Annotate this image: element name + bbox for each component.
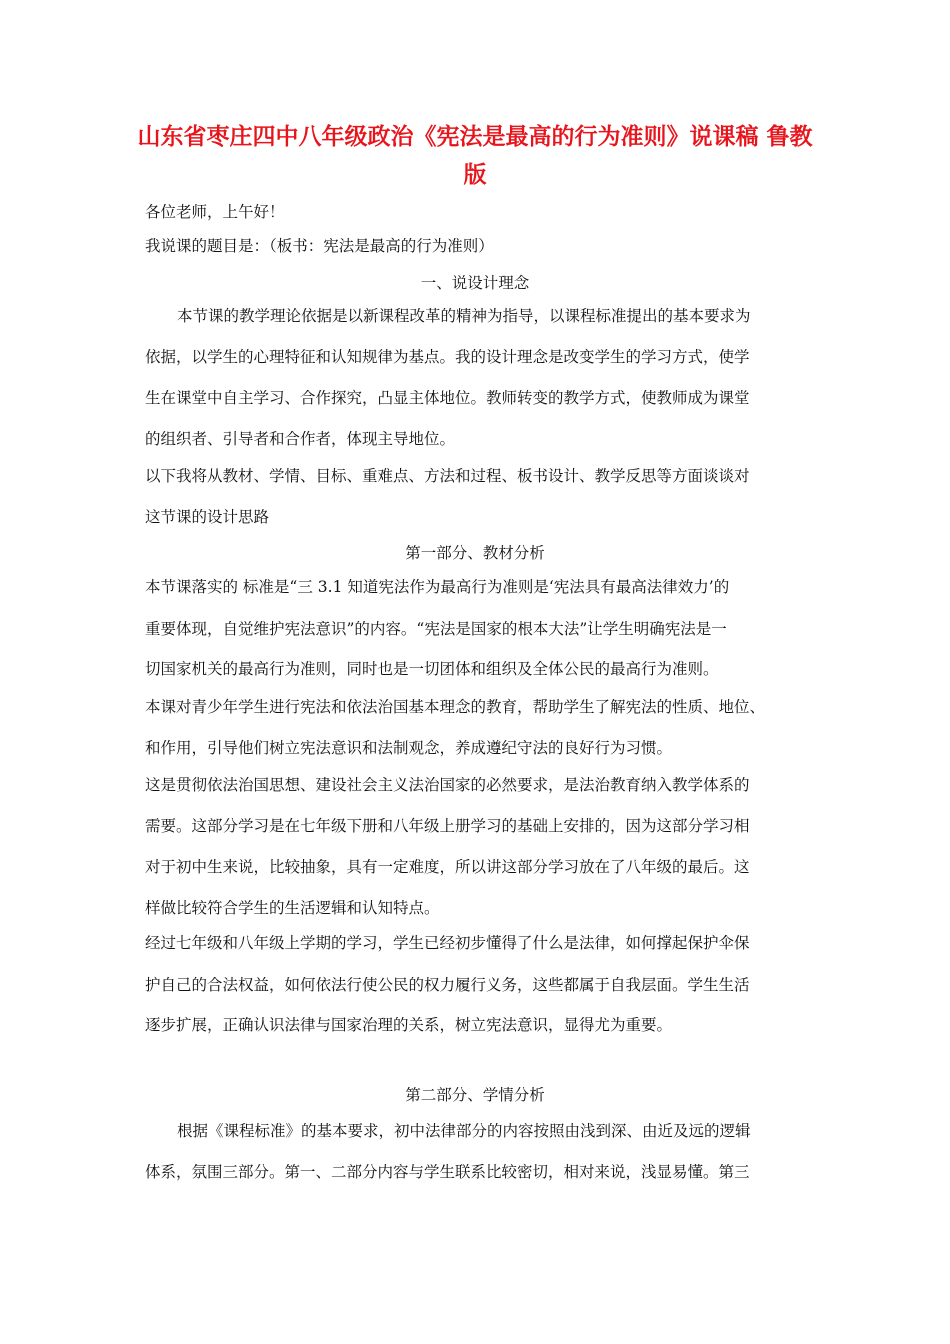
- paragraph-line: 依据，以学生的心理特征和认知规律为基点。我的设计理念是改变学生的学习方式，使学: [145, 348, 750, 366]
- section-heading: 第二部分、学情分析: [405, 1086, 545, 1104]
- section-heading: 第一部分、教材分析: [405, 544, 545, 562]
- paragraph-line: 本节课的教学理论依据是以新课程改革的精神为指导，以课程标准提出的基本要求为: [177, 307, 751, 325]
- paragraph-line: 这节课的设计思路: [145, 508, 270, 526]
- paragraph-line: 的组织者、引导者和合作者，体现主导地位。: [145, 430, 456, 448]
- paragraph-line: 切国家机关的最高行为准则，同时也是一切团体和组织及全体公民的最高行为准则。: [145, 660, 719, 678]
- paragraph-line: 逐步扩展，正确认识法律与国家治理的关系，树立宪法意识，显得尤为重要。: [145, 1016, 673, 1034]
- paragraph-line: 生在课堂中自主学习、合作探究，凸显主体地位。教师转变的教学方式，使教师成为课堂: [145, 389, 750, 407]
- topic-line: 我说课的题目是：（板书：宪法是最高的行为准则）: [145, 237, 494, 255]
- paragraph-line: 护自己的合法权益，如何依法行使公民的权力履行义务，这些都属于自我层面。学生生活: [145, 976, 750, 994]
- title-line-1: 山东省枣庄四中八年级政治《宪法是最高的行为准则》说课稿 鲁教: [137, 124, 813, 150]
- paragraph-line: 经过七年级和八年级上学期的学习，学生已经初步懂得了什么是法律，如何撑起保护伞保: [145, 934, 750, 952]
- paragraph-line: 需要。这部分学习是在七年级下册和八年级上册学习的基础上安排的，因为这部分学习相: [145, 817, 750, 835]
- paragraph-line: 以下我将从教材、学情、目标、重难点、方法和过程、板书设计、教学反思等方面谈谈对: [145, 467, 750, 485]
- paragraph-line: 样做比较符合学生的生活逻辑和认知特点。: [145, 899, 440, 917]
- paragraph-line: 和作用，引导他们树立宪法意识和法制观念，养成遵纪守法的良好行为习惯。: [145, 739, 673, 757]
- section-heading: 一、说设计理念: [420, 274, 530, 292]
- greeting: 各位老师，上午好！: [145, 203, 285, 221]
- paragraph-line: 重要体现，自觉维护宪法意识”的内容。“宪法是国家的根本大法”让学生明确宪法是一: [145, 620, 727, 638]
- title-line-2: 版: [463, 162, 487, 188]
- paragraph-line: 本课对青少年学生进行宪法和依法治国基本理念的教育，帮助学生了解宪法的性质、地位、: [145, 698, 766, 716]
- paragraph-line: 对于初中生来说，比较抽象，具有一定难度，所以讲这部分学习放在了八年级的最后。这: [145, 858, 750, 876]
- paragraph-line: 根据《课程标准》的基本要求，初中法律部分的内容按照由浅到深、由近及远的逻辑: [177, 1122, 751, 1140]
- paragraph-line: 本节课落实的 标准是“三 3.1 知道宪法作为最高行为准则是‘宪法具有最高法律效力’的: [145, 578, 730, 596]
- paragraph-line: 这是贯彻依法治国思想、建设社会主义法治国家的必然要求，是法治教育纳入教学体系的: [145, 776, 750, 794]
- paragraph-line: 体系，氛围三部分。第一、二部分内容与学生联系比较密切，相对来说，浅显易懂。第三: [145, 1163, 750, 1181]
